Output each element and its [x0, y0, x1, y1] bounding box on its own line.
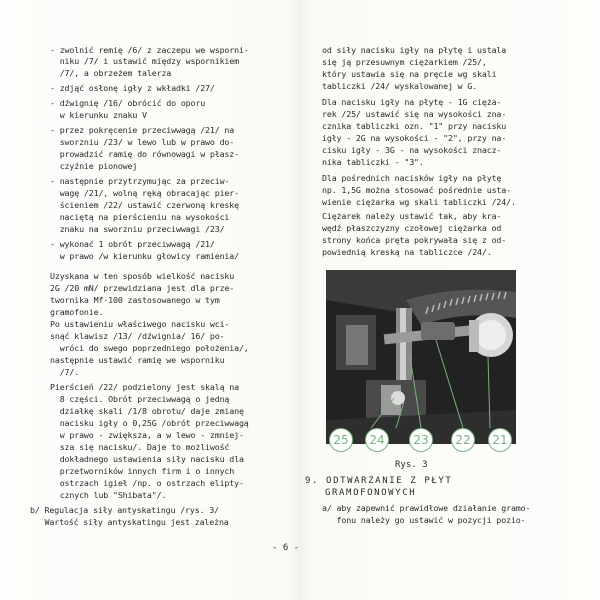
text-line: się ją przesuwnym ciężarkiem /25/,: [322, 57, 487, 67]
text-line: wróci do swego poprzedniego położenia/,: [50, 343, 249, 353]
figure-photo: [326, 270, 516, 444]
text-line: sza się nacisku/. Daje to możliwość: [50, 442, 230, 452]
text-line: następnie ustawić ramię we wsporniku: [50, 355, 225, 365]
callout-21: 21: [488, 428, 512, 452]
text-line: snąć klawisz /13/ /dźwignia/ 16/ po-: [50, 331, 225, 341]
text-line: prowadzić ramię do równowagi w płasz-: [50, 149, 239, 159]
text-line: np. 1,5G można stosować pośrednie usta-: [322, 185, 511, 195]
text-line: od siły nacisku igły na płytę i ustala: [322, 45, 507, 55]
text-line: Ciężarek należy ustawić tak, aby kra-: [322, 211, 502, 221]
figure-callouts: [326, 428, 516, 454]
text-line: nika tabliczki - "3".: [322, 157, 424, 167]
text-line: działkę skali /1/8 obrotu/ daje zmianę: [50, 406, 244, 416]
text-line: - następnie przytrzymując za przeciw-: [50, 176, 230, 186]
text-line: w prawo - zwiększa, a w lewo - zmniej-: [50, 430, 244, 440]
text-line: Po ustawieniu właściwego nacisku wci-: [50, 319, 230, 329]
section-body-line: fonu należy go ustawić w pozycji pozio-: [322, 515, 526, 525]
text-line: Uzyskana w ten sposób wielkość nacisku: [50, 271, 235, 281]
text-line: tabliczki /24/ wyskalowanej w G.: [322, 81, 478, 91]
text-line: /7/, a obrzeżem talerza: [50, 68, 172, 78]
text-line: nacisku igły o 0,25G /obrót przeciwwagą: [50, 418, 249, 428]
text-line: b/ Regulacja siły antyskatingu /rys. 3/: [30, 505, 219, 515]
text-line: cznika tabliczki ozn. "1" przy nacisku: [322, 121, 507, 131]
text-line: w prawo /w kierunku głowicy ramienia/: [50, 251, 239, 261]
text-line: niku /7/ i ustawić między wspornikiem: [50, 56, 239, 66]
text-line: sworzniu /23/ w lewo lub w prawo do-: [50, 137, 235, 147]
callout-24: 24: [365, 428, 389, 452]
page-number: - 6 -: [272, 543, 300, 553]
text-line: który ustawia się na pręcie wg skali: [322, 69, 497, 79]
text-line: igły - 2G na wysokości - "2", przy na-: [322, 133, 507, 143]
text-line: powiednią kreską na tabliczce /24/.: [322, 247, 492, 257]
text-line: w kierunku znaku V: [50, 110, 147, 120]
section-heading-line1: 9. ODTWARZANIE Z PŁYT: [305, 476, 453, 486]
text-line: Pierścień /22/ podzielony jest skalą na: [50, 382, 239, 392]
text-line: znaku na sworzniu przeciwwagi /23/: [50, 224, 225, 234]
text-line: Dla pośrednich nacisków igły na płytę: [322, 173, 502, 183]
text-line: ścieniem /22/ ustawić czerwoną kreskę: [50, 200, 239, 210]
tonearm-photo: [326, 270, 516, 444]
text-line: wienie ciężarka wg skali tabliczki /24/.: [322, 197, 516, 207]
text-line: czyźnie pionowej: [50, 161, 138, 171]
text-line: 8 części. Obrót przeciwwagą o jedną: [50, 394, 230, 404]
text-line: ostrzach igieł /np. o ostrzach elipty-: [50, 478, 244, 488]
text-line: - wykonać 1 obrót przeciwwagą /21/: [50, 239, 215, 249]
section-body-line: a/ aby zapewnić prawidłowe działanie gramo-: [322, 503, 531, 513]
text-line: przetworników innych firm i o innych: [50, 466, 235, 476]
callout-22: 22: [451, 428, 475, 452]
text-line: - dźwignię /16/ obrócić do oporu: [50, 98, 206, 108]
text-line: naciętą na pierścieniu na wysokości: [50, 212, 230, 222]
text-line: Wartość siły antyskatingu jest zależna: [30, 517, 229, 527]
text-line: - zwolnić remię /6/ z zaczepu we wsporni-: [50, 45, 249, 55]
text-line: strony końca pręta pokrywała się z od-: [322, 235, 507, 245]
text-line: twornika Mf-100 zastosowanego w tym: [50, 295, 220, 305]
text-line: - przez pokręcenie przeciwwagą /21/ na: [50, 125, 235, 135]
text-line: /7/.: [50, 367, 80, 377]
figure-caption: Rys. 3: [395, 460, 428, 470]
text-line: wędź płaszczyzny czołowej ciężarka od: [322, 223, 502, 233]
section-heading-line2: GRAMOFONOWYCH: [325, 488, 417, 498]
callout-25: 25: [329, 428, 353, 452]
text-line: gramofonie.: [50, 307, 104, 317]
text-line: Dla nacisku igły na płytę - 1G cięża-: [322, 97, 502, 107]
text-line: wagę /21/, wolną ręką obracając pier-: [50, 188, 239, 198]
text-line: rek /25/ ustawić się na wysokości zna-: [322, 109, 507, 119]
callout-23: 23: [409, 428, 433, 452]
text-line: cisku igły - 3G - na wysokości znacz-: [322, 145, 502, 155]
text-line: - zdjąć osłonę igły z wkładki /27/: [50, 83, 215, 93]
text-line: 2G /20 mN/ przewidziana jest dla prze-: [50, 283, 235, 293]
text-line: cznych lub "Shibata"/.: [50, 490, 167, 500]
text-line: dokładnego ustawienia siły nacisku dla: [50, 454, 244, 464]
